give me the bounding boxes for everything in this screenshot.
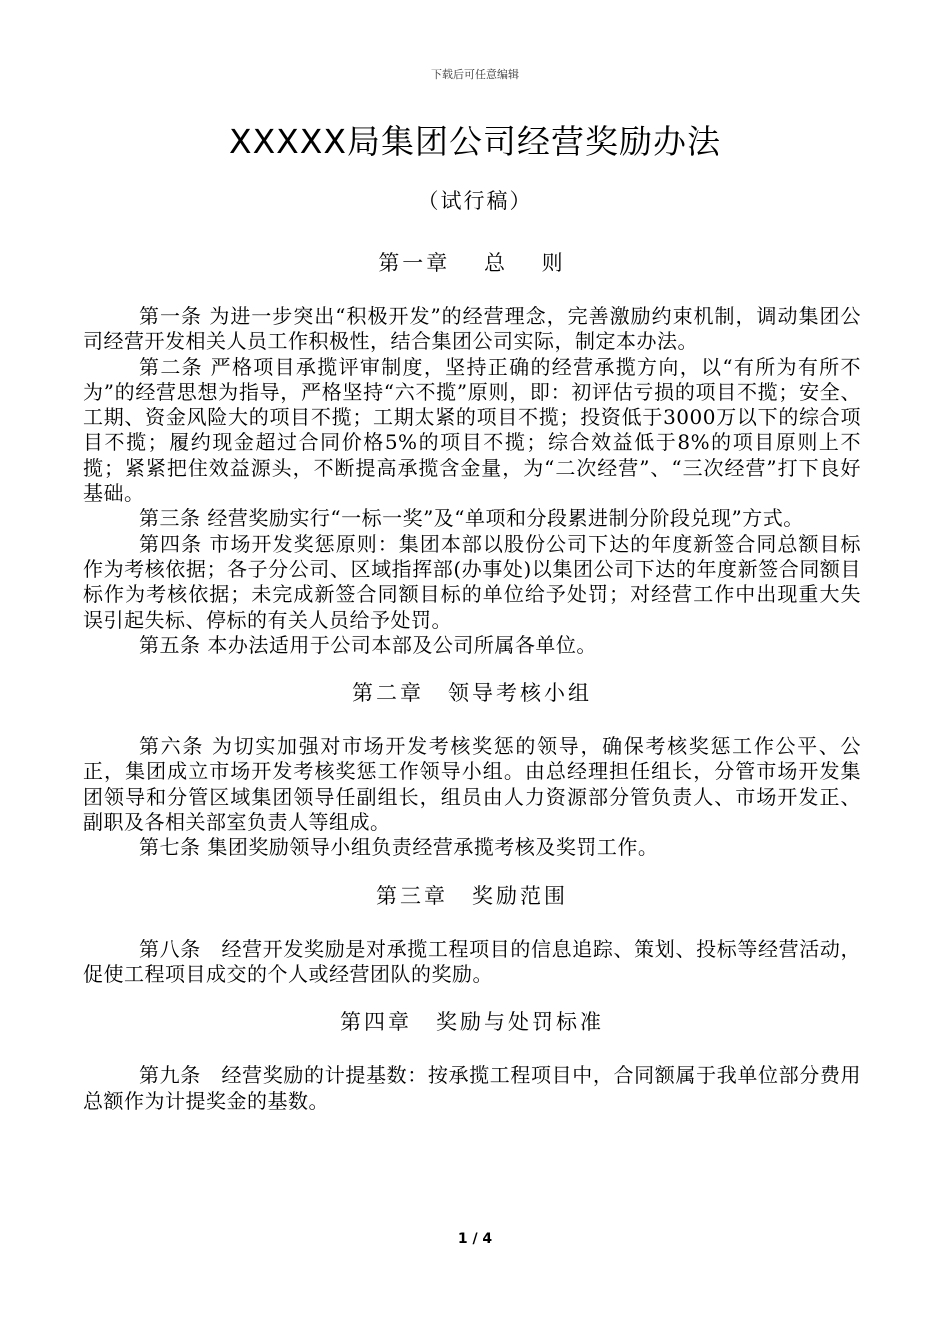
article-paragraph: 第六条 为切实加强对市场开发考核奖惩的领导，确保考核奖惩工作公平、公正，集团成立市场开发考核奖惩工作领导小组。由总经理担任组长，分管市场开发集团领导和分管区域集团领导任副组长，组员由人力资源部分管负责人、市场开发正、副职及各相关部室负责人等组成。 (83, 734, 861, 835)
article-paragraph: 第七条 集团奖励领导小组负责经营承揽考核及奖罚工作。 (139, 835, 659, 860)
article-paragraph: 第一条 为进一步突出“积极开发”的经营理念，完善激励约束机制，调动集团公司经营开发相关人员工作积极性，结合集团公司实际，制定本办法。 (83, 304, 861, 354)
chapter-heading: 第三章 奖励范围 (376, 883, 568, 908)
header-note: 下载后可任意编辑 (431, 68, 519, 81)
article-paragraph: 第九条 经营奖励的计提基数：按承揽工程项目中，合同额属于我单位部分费用总额作为计提奖金的基数。 (83, 1063, 861, 1113)
chapter-heading: 第二章 领导考核小组 (352, 681, 592, 706)
chapter-heading: 第四章 奖励与处罚标准 (340, 1010, 604, 1035)
article-paragraph: 第三条 经营奖励实行“一标一奖”及“单项和分段累进制分阶段兑现”方式。 (139, 506, 804, 531)
document-subtitle: （试行稿） (417, 189, 533, 213)
document-body (83, 242, 861, 1114)
article-paragraph: 第四条 市场开发奖惩原则：集团本部以股份公司下达的年度新签合同总额目标作为考核依据；各子分公司、区域指挥部(办事处)以集团公司下达的年度新签合同额目标作为考核依据；未完成新签合同额目标的单位给予处罚；对经营工作中出现重大失误引起失标、停标的有关人员给予处罚。 (83, 531, 861, 632)
article-paragraph: 第二条 严格项目承揽评审制度，坚持正确的经营承揽方向，以“有所为有所不为”的经营思想为指导，严格坚持“六不揽”原则，即：初评估亏损的项目不揽；安全、工期、资金风险大的项目不揽；工期太紧的项目不揽；投资低于3000万以下的综合项目不揽；履约现金超过合同价格5%的项目不揽；综合效益低于8%的项目原则上不揽；紧紧把住效益源头，不断提高承揽含金量，为“二次经营”、“三次经营”打下良好基础。 (83, 354, 861, 506)
document-title: XXXXX局集团公司经营奖励办法 (228, 122, 722, 161)
chapter-heading: 第一章 总 则 (378, 251, 566, 275)
page-number: 1 / 4 (457, 1231, 493, 1247)
article-paragraph: 第八条 经营开发奖励是对承揽工程项目的信息追踪、策划、投标等经营活动，促使工程项目成交的个人或经营团队的奖励。 (83, 936, 861, 986)
article-paragraph: 第五条 本办法适用于公司本部及公司所属各单位。 (139, 632, 597, 657)
